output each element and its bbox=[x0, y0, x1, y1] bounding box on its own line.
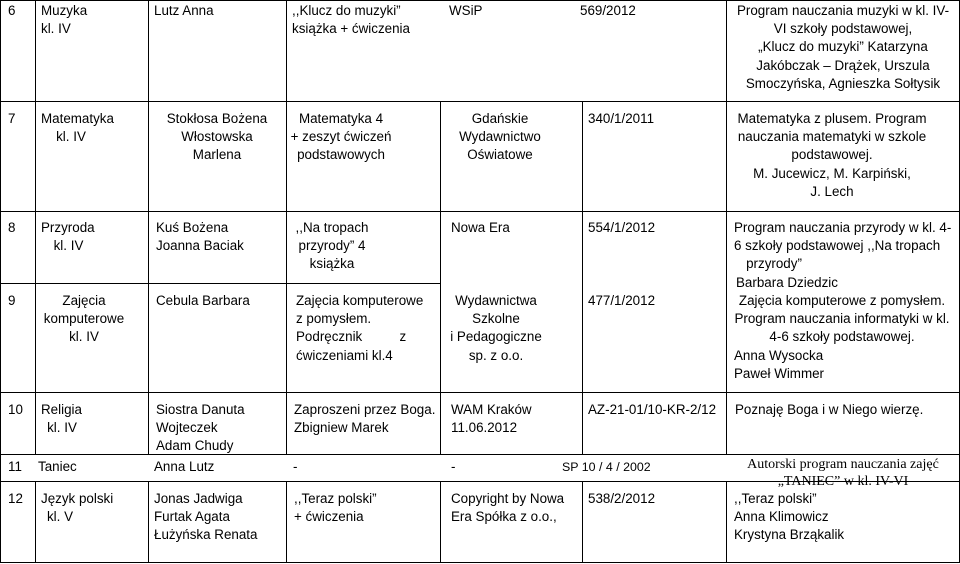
publisher-line: Wydawnictwa bbox=[455, 293, 537, 308]
author-cell bbox=[148, 110, 286, 165]
author-line: Łużyńska Renata bbox=[154, 527, 258, 543]
subject-line: kl. IV bbox=[53, 238, 84, 254]
title-line: Zajęcia komputerowe bbox=[296, 293, 424, 308]
subject-cell bbox=[41, 219, 96, 255]
title-line: Zaproszeni przez Boga. bbox=[294, 402, 436, 417]
program-line: Smoczyńska, Agnieszka Sołtysik bbox=[745, 75, 941, 91]
subject-cell bbox=[41, 110, 114, 146]
title-line: ,,Klucz do muzyki” bbox=[292, 3, 401, 18]
subject-line: Przyroda bbox=[41, 220, 95, 235]
subject-line: komputerowe bbox=[43, 311, 125, 327]
program-line: M. Jucewicz, M. Karpiński, bbox=[753, 165, 911, 181]
program-line: Matematyka z plusem. Program bbox=[737, 111, 927, 126]
row-number: 7 bbox=[8, 111, 16, 126]
table-row bbox=[0, 481, 960, 562]
subject-line: kl. V bbox=[46, 509, 74, 525]
title-line: ćwiczeniami kl.4 bbox=[296, 347, 393, 363]
publisher-cell bbox=[451, 490, 564, 526]
author-line: Siostra Danuta bbox=[156, 402, 245, 417]
publisher-line: i Pedagogiczne bbox=[450, 329, 542, 345]
row-number: 12 bbox=[8, 491, 23, 506]
nr-cell bbox=[8, 2, 15, 20]
program-line: 4-6 szkoły podstawowej. bbox=[769, 329, 915, 345]
table-row bbox=[0, 392, 960, 454]
table-row bbox=[0, 283, 960, 392]
publisher-line: - bbox=[451, 459, 456, 474]
title-line: Podręcznik z bbox=[296, 329, 407, 345]
author-cell bbox=[156, 401, 245, 456]
program-line: Krystyna Brząkalik bbox=[734, 527, 845, 543]
program-line: Anna Wysocka bbox=[734, 347, 824, 363]
table-row bbox=[0, 211, 960, 290]
program-line: „TANIEC” w kl. IV-VI bbox=[777, 474, 909, 489]
title-cell bbox=[296, 292, 437, 365]
publisher-cell bbox=[440, 292, 552, 365]
author-line: Wojteczek bbox=[156, 420, 218, 436]
program-line: VI szkoły podstawowej, bbox=[773, 21, 913, 37]
publisher-line: WSiP bbox=[449, 3, 483, 18]
program-cell bbox=[734, 219, 956, 292]
table-row bbox=[0, 454, 960, 489]
subject-line: Muzyka bbox=[41, 3, 88, 18]
author-line: Kuś Bożena bbox=[156, 220, 229, 235]
program-cell bbox=[734, 490, 844, 545]
title-cell bbox=[292, 2, 410, 38]
approval-line: 554/1/2012 bbox=[588, 220, 656, 235]
row-number: 10 bbox=[8, 402, 23, 417]
title-line: przyrody” 4 bbox=[298, 238, 366, 254]
title-line: podstawowych bbox=[297, 147, 385, 163]
subject-line: Religia bbox=[41, 402, 82, 417]
title-line: + zeszyt ćwiczeń bbox=[290, 129, 392, 145]
row-number: 6 bbox=[8, 3, 16, 18]
program-line: Zajęcia komputerowe z pomysłem. bbox=[738, 293, 946, 308]
publisher-line: sp. z o.o. bbox=[468, 347, 524, 363]
approval-number bbox=[588, 401, 716, 419]
nr-cell bbox=[8, 401, 23, 419]
program-line: Program nauczania muzyki w kl. IV- bbox=[736, 3, 950, 18]
author-line: Cebula Barbara bbox=[156, 293, 250, 308]
program-line: podstawowej. bbox=[791, 147, 873, 163]
table-border-bottom bbox=[0, 562, 960, 563]
title-line: z pomysłem. bbox=[296, 311, 372, 327]
approval-line: AZ-21-01/10-KR-2/12 bbox=[588, 402, 717, 417]
author-line: Furtak Agata bbox=[154, 509, 230, 525]
approval-number bbox=[588, 490, 655, 508]
publisher-line: 11.06.2012 bbox=[451, 420, 518, 436]
publisher-line: Wydawnictwo bbox=[459, 129, 541, 145]
subject-line: Matematyka bbox=[41, 111, 114, 126]
program-line: Paweł Wimmer bbox=[734, 365, 825, 381]
program-line: Anna Klimowicz bbox=[734, 509, 829, 525]
approval-line: SP 10 / 4 / 2002 bbox=[562, 460, 651, 474]
author-cell bbox=[154, 2, 214, 20]
author-line: Anna Lutz bbox=[154, 459, 215, 474]
row-number: 8 bbox=[8, 220, 16, 235]
author-line: Włostowska bbox=[181, 129, 253, 145]
program-line: „Klucz do muzyki” Katarzyna bbox=[758, 39, 928, 55]
title-cell bbox=[294, 490, 377, 526]
nr-cell bbox=[8, 110, 15, 128]
title-line: Zbigniew Marek bbox=[294, 420, 389, 436]
program-line: ,,Teraz polski” bbox=[734, 491, 817, 506]
approval-line: 340/1/2011 bbox=[588, 111, 655, 126]
program-line: Autorski program nauczania zajęć bbox=[747, 457, 939, 472]
publisher-line: Copyright by Nowa bbox=[451, 491, 565, 506]
title-line: ,,Teraz polski” bbox=[294, 491, 377, 506]
nr-cell bbox=[8, 490, 23, 508]
author-line: Marlena bbox=[192, 147, 242, 163]
subject-line: Język polski bbox=[41, 491, 114, 506]
approval-line: 569/2012 bbox=[580, 3, 636, 18]
program-cell bbox=[730, 2, 956, 93]
subject-line: kl. IV bbox=[47, 420, 77, 436]
subject-cell bbox=[38, 458, 77, 476]
author-line: Jonas Jadwiga bbox=[154, 491, 243, 506]
program-cell bbox=[735, 401, 923, 419]
approval-number bbox=[588, 292, 655, 310]
program-line: przyrody” bbox=[746, 256, 802, 272]
publisher-cell bbox=[451, 219, 510, 237]
publisher-line: Oświatowe bbox=[467, 147, 533, 163]
approval-number bbox=[580, 2, 636, 20]
author-cell bbox=[154, 490, 257, 545]
nr-cell bbox=[8, 458, 22, 476]
subject-line: kl. IV bbox=[69, 329, 99, 345]
publisher-cell bbox=[449, 2, 482, 20]
publisher-line: Nowa Era bbox=[451, 220, 510, 235]
title-line: Matematyka 4 bbox=[298, 111, 384, 126]
program-cell bbox=[726, 292, 958, 383]
title-cell bbox=[293, 458, 297, 476]
program-line: Jakóbczak – Drążek, Urszula bbox=[756, 57, 930, 73]
program-line: Program nauczania przyrody w kl. 4- bbox=[734, 220, 952, 235]
title-line: - bbox=[293, 459, 298, 474]
program-line: nauczania matematyki w szkole bbox=[737, 129, 927, 145]
approval-number bbox=[588, 219, 655, 237]
subject-cell bbox=[41, 2, 87, 38]
subject-line: kl. IV bbox=[56, 129, 86, 145]
publisher-cell bbox=[451, 458, 455, 476]
subject-cell bbox=[41, 490, 113, 526]
title-cell bbox=[286, 110, 396, 165]
publisher-cell bbox=[451, 401, 532, 437]
author-line: Joanna Baciak bbox=[156, 238, 244, 254]
author-cell bbox=[156, 292, 250, 310]
title-line: książka bbox=[309, 256, 355, 272]
approval-number bbox=[562, 458, 651, 476]
subject-cell bbox=[41, 401, 83, 437]
publisher-line: WAM Kraków bbox=[451, 402, 532, 417]
program-line: 6 szkoły podstawowej ,,Na tropach bbox=[734, 238, 941, 254]
title-cell bbox=[286, 219, 378, 274]
row-number: 9 bbox=[8, 293, 16, 308]
nr-cell bbox=[8, 219, 15, 237]
nr-cell bbox=[8, 292, 15, 310]
publisher-line: Gdańskie bbox=[471, 111, 529, 126]
title-cell bbox=[294, 401, 435, 437]
author-cell bbox=[154, 458, 214, 476]
program-line: J. Lech bbox=[810, 183, 854, 199]
author-line: Adam Chudy bbox=[156, 438, 234, 454]
subject-line: Taniec bbox=[38, 459, 77, 474]
table-row bbox=[0, 101, 960, 211]
title-line: książka + ćwiczenia bbox=[292, 21, 410, 37]
publisher-cell bbox=[440, 110, 560, 165]
program-line: Poznaję Boga i w Niego wierzę. bbox=[735, 402, 924, 417]
program-line: Barbara Dziedzic bbox=[736, 274, 838, 290]
subject-line: Zajęcia bbox=[62, 293, 106, 308]
approval-line: 538/2/2012 bbox=[588, 491, 656, 506]
program-cell bbox=[726, 110, 938, 201]
row-number: 11 bbox=[8, 459, 22, 474]
title-line: + ćwiczenia bbox=[294, 509, 364, 525]
subject-cell bbox=[36, 292, 132, 347]
publisher-line: Szkolne bbox=[472, 311, 520, 327]
approval-number bbox=[588, 110, 654, 128]
table-row bbox=[0, 0, 960, 101]
author-cell bbox=[156, 219, 244, 255]
author-line: Stokłosa Bożena bbox=[166, 111, 268, 126]
approval-line: 477/1/2012 bbox=[588, 293, 656, 308]
program-line: Program nauczania informatyki w kl. bbox=[734, 311, 950, 327]
title-line: ,,Na tropach bbox=[295, 220, 369, 235]
author-line: Lutz Anna bbox=[154, 3, 214, 18]
subject-line: kl. IV bbox=[41, 21, 71, 37]
publisher-line: Era Spółka z o.o., bbox=[451, 509, 557, 525]
